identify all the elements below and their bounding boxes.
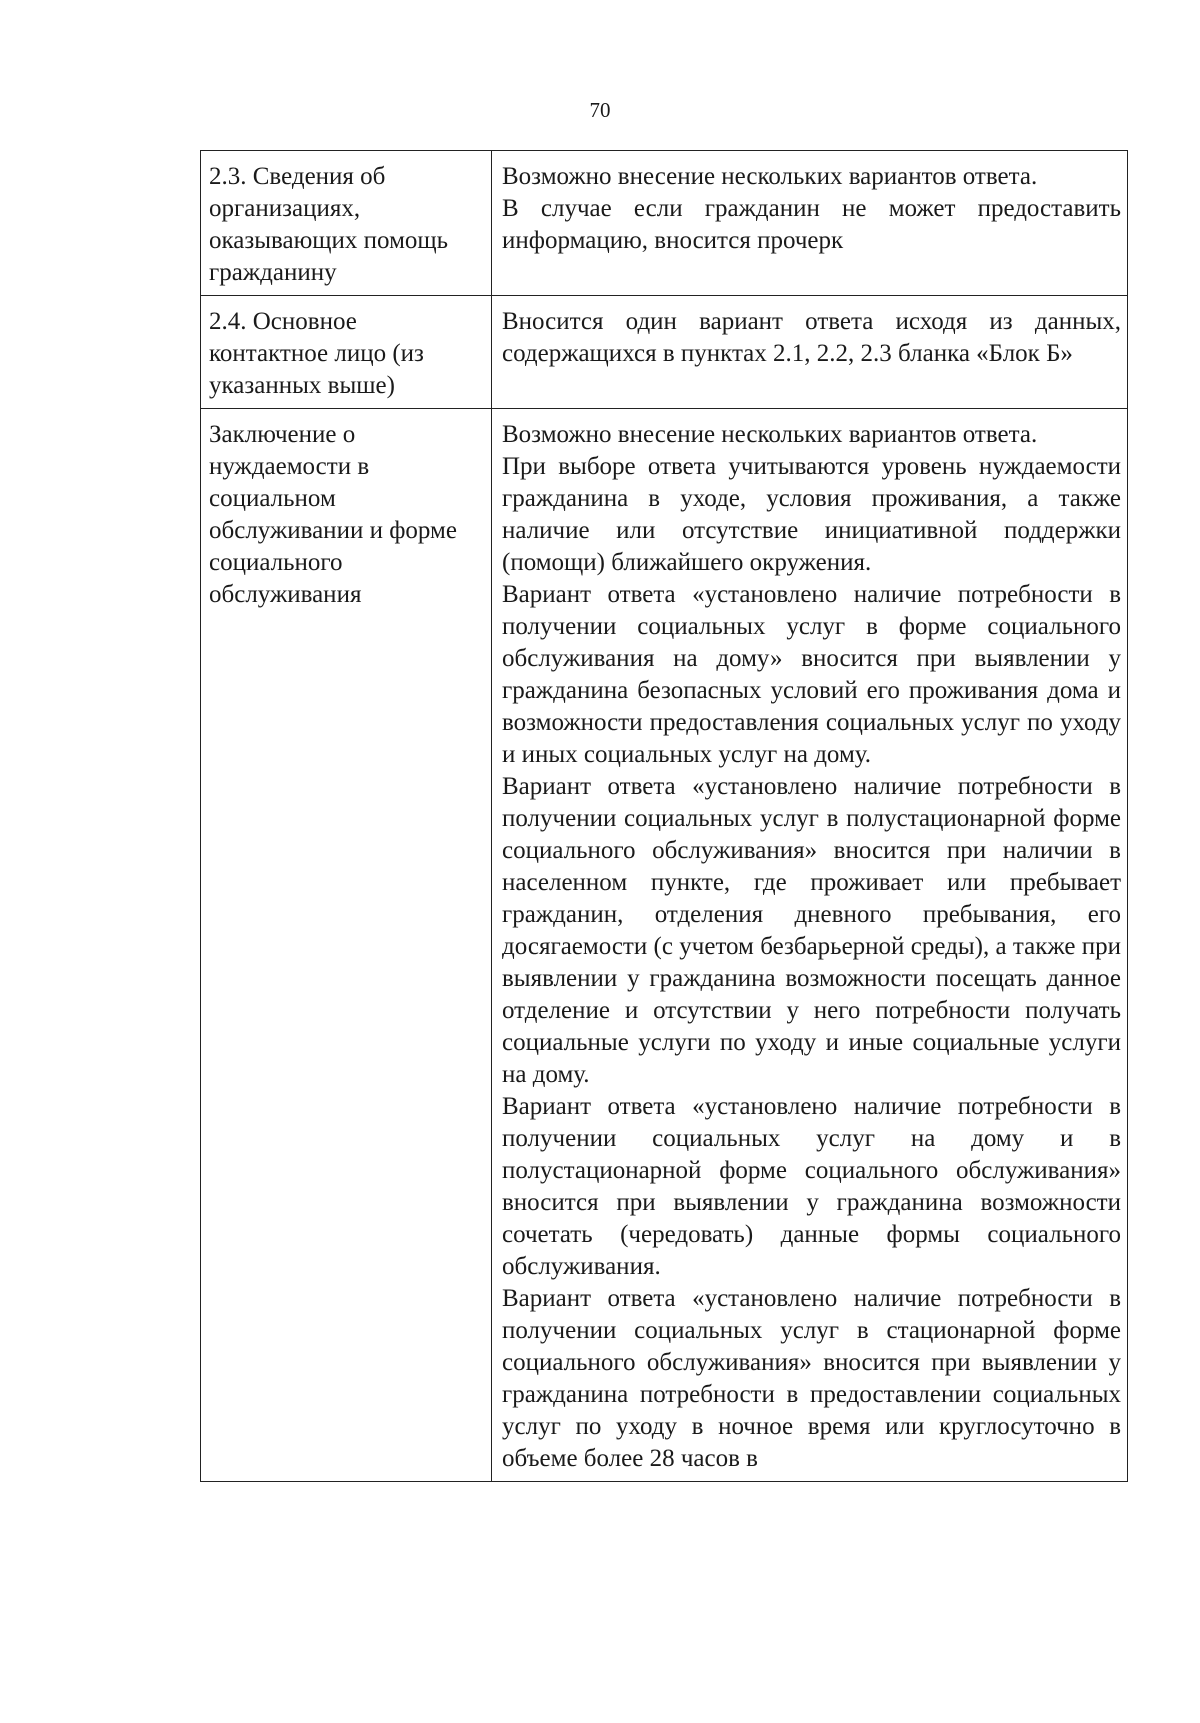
paragraph: Вариант ответа «установлено наличие потребности в получении социальных услуг в форме социального обслуживания на дому» вносится при выявлении у гражданина безопасных условий его проживания дома и возможности предоставления социальных услуг по уходу и иных социальных услуг на дому. — [502, 581, 1121, 768]
paragraph: В случае если гражданин не может предоставить информацию, вносится прочерк — [502, 195, 1121, 254]
description-cell — [492, 409, 1128, 1482]
item-cell: 2.3. Сведения об организациях, оказывающих помощь гражданину — [201, 151, 492, 296]
page-number: 70 — [589, 98, 611, 122]
description-cell — [492, 296, 1128, 409]
paragraph: Вариант ответа «установлено наличие потребности в получении социальных услуг в стационарной форме социального обслуживания» вносится при выявлении у гражданина потребности в предоставлении социальных услуг по уходу в ночное время или круглосуточно в объеме более 28 часов в — [502, 1285, 1121, 1472]
item-cell: 2.4. Основное контактное лицо (из указанных выше) — [201, 296, 492, 409]
paragraph: Вариант ответа «установлено наличие потребности в получении социальных услуг в полустационарной форме социального обслуживания» вносится при наличии в населенном пункте, где проживает или пребывает гражданин, отделения дневного пребывания, его досягаемости (с учетом безбарьерной среды), а также при выявлении у гражданина возможности посещать данное отделение и отсутствии у него потребности получать социальные услуги по уходу и иные социальные услуги на дому. — [502, 773, 1121, 1088]
table-row — [201, 409, 1128, 1482]
description-cell — [492, 151, 1128, 296]
paragraph: Вносится один вариант ответа исходя из данных, содержащихся в пунктах 2.1, 2.2, 2.3 бланка «Блок Б» — [502, 308, 1121, 367]
paragraph: При выборе ответа учитываются уровень нуждаемости гражданина в уходе, условия проживания, а также наличие или отсутствие инициативной поддержки (помощи) ближайшего окружения. — [502, 453, 1121, 576]
instructions-table — [200, 150, 1128, 1482]
table-row — [201, 296, 1128, 409]
table-row — [201, 151, 1128, 296]
paragraph: Возможно внесение нескольких вариантов ответа. — [502, 163, 1038, 190]
paragraph: Возможно внесение нескольких вариантов ответа. — [502, 421, 1038, 448]
item-cell: Заключение о нуждаемости в социальном обслуживании и форме социального обслуживания — [201, 409, 492, 1482]
paragraph: Вариант ответа «установлено наличие потребности в получении социальных услуг на дому и в полустационарной форме социального обслуживания» вносится при выявлении у гражданина возможности сочетать (чередовать) данные формы социального обслуживания. — [502, 1093, 1121, 1280]
